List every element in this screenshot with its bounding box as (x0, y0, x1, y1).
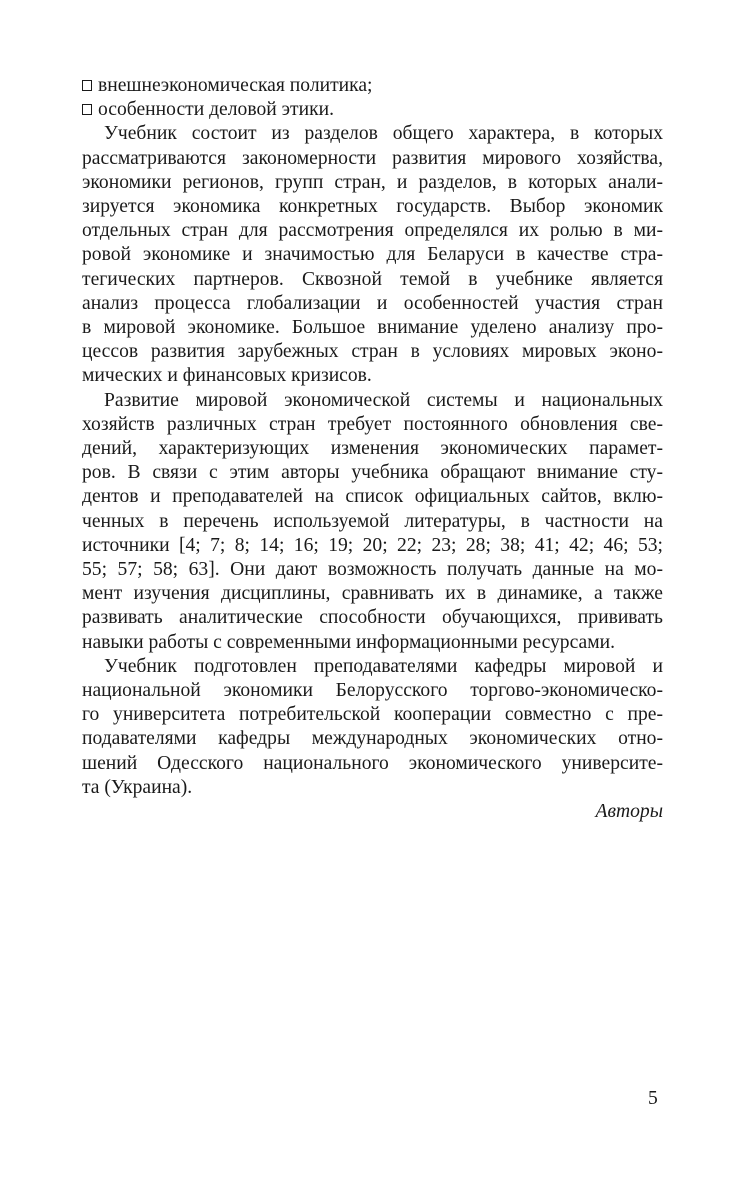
text-line: подавателями кафедры международных экономических отно- (82, 728, 663, 750)
text-line: 55; 57; 58; 63]. Они дают возможность получать данные на мо- (82, 559, 663, 581)
signature: Авторы (595, 801, 663, 823)
text-line: та (Украина). (82, 776, 193, 798)
text-line: Учебник подготовлен преподавателями кафедры мировой и (104, 655, 663, 677)
list-item-text: особенности деловой этики. (98, 99, 334, 121)
list-item (82, 74, 663, 98)
text-line: ченных в перечень используемой литературы, в частности на (82, 510, 663, 532)
text-line: национальной экономики Белорусского торгово-экономическо- (82, 680, 663, 702)
text-line: зируется экономика конкретных государств. Выбор экономик (82, 196, 663, 218)
text-line: дентов и преподавателей на список официальных сайтов, вклю- (82, 486, 663, 508)
text-line: мических и финансовых кризисов. (82, 365, 372, 387)
text-line: ров. В связи с этим авторы учебника обращают внимание сту- (82, 462, 663, 484)
page-number: 5 (648, 1088, 658, 1109)
text-line: в мировой экономике. Большое внимание уделено анализу про- (82, 317, 663, 339)
text-line: тегических партнеров. Сквозной темой в учебнике является (82, 268, 663, 290)
list-item-text: внешнеэкономическая политика; (98, 75, 373, 96)
checkbox-square-icon (82, 104, 92, 115)
text-line: Развитие мировой экономической системы и национальных (104, 389, 663, 411)
paragraph-updates (82, 389, 663, 655)
text-line: хозяйств различных стран требует постоянного обновления све- (82, 413, 663, 435)
text-line: источники [4; 7; 8; 14; 16; 19; 20; 22; 23; 28; 38; 41; 42; 46; 53; (82, 534, 663, 556)
text-line: дений, характеризующих изменения экономических парамет- (82, 438, 663, 460)
text-line: го университета потребительской кооперации совместно с пре- (82, 704, 663, 726)
list-item (82, 98, 663, 122)
text-line: отдельных стран для рассмотрения определялся их ролью в ми- (82, 220, 663, 242)
text-line: рассматриваются закономерности развития мирового хозяйства, (82, 147, 663, 169)
text-line: анализ процесса глобализации и особенностей участия стран (82, 292, 663, 314)
paragraph-authors (82, 655, 663, 800)
paragraph-structure (82, 122, 663, 388)
text-line: мент изучения дисциплины, сравнивать их в динамике, а также (82, 583, 663, 605)
page-body (82, 74, 663, 824)
text-line: Учебник состоит из разделов общего характера, в которых (104, 123, 663, 145)
text-line: экономики регионов, групп стран, и разделов, в которых анали- (82, 171, 663, 193)
bullet-list (82, 74, 663, 122)
text-line: шений Одесского национального экономического университе- (82, 752, 663, 774)
text-line: развивать аналитические способности обучающихся, прививать (82, 607, 663, 629)
text-line: ровой экономике и значимостью для Беларуси в качестве стра- (82, 244, 663, 266)
text-line: навыки работы с современными информационными ресурсами. (82, 631, 616, 653)
text-line: цессов развития зарубежных стран в условиях мировых эконо- (82, 341, 663, 363)
checkbox-square-icon (82, 80, 92, 91)
